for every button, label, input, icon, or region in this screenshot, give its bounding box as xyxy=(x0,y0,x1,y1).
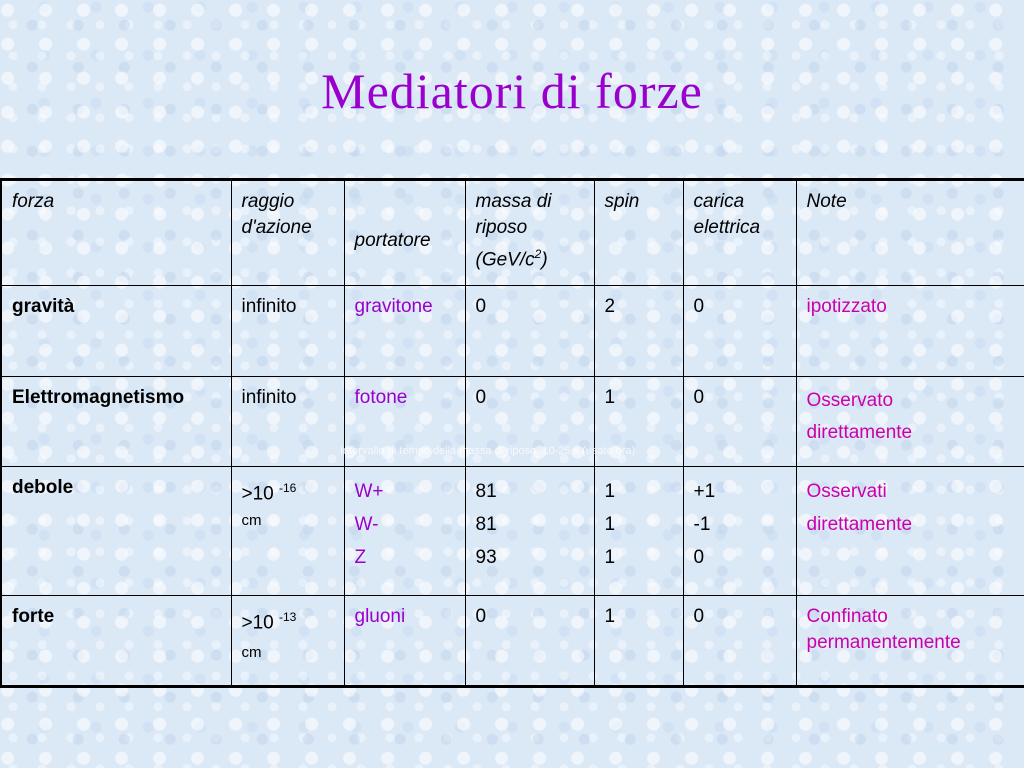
header-massa-text: massa di riposo (GeV/c xyxy=(475,191,552,271)
carrier-line: W+ xyxy=(354,481,384,502)
note-line: Osservati xyxy=(806,481,887,502)
header-massa-close: ) xyxy=(541,249,548,271)
spin-value: 1 xyxy=(594,596,683,687)
charge-value: 0 xyxy=(683,596,796,687)
spin-line: 1 xyxy=(604,547,616,568)
range-base: >10 xyxy=(241,483,280,505)
range-value: infinito xyxy=(231,286,344,377)
mass-value xyxy=(465,467,594,596)
note-line: direttamente xyxy=(806,422,913,443)
force-name: debole xyxy=(1,467,231,596)
header-portatore: portatore xyxy=(344,180,465,286)
charge-line: -1 xyxy=(693,514,711,535)
header-massa-exponent: 2 xyxy=(534,247,542,261)
force-name: forte xyxy=(1,596,231,687)
note xyxy=(796,377,1024,467)
mass-line: 93 xyxy=(475,547,497,568)
header-massa xyxy=(465,180,594,286)
range-value xyxy=(231,596,344,687)
mass-value: 0 xyxy=(465,377,594,467)
spin-line: 1 xyxy=(604,514,616,535)
range-value: infinito xyxy=(231,377,344,467)
range-exponent: -16 xyxy=(279,481,297,495)
header-carica: carica elettrica xyxy=(683,180,796,286)
spin-value: 2 xyxy=(594,286,683,377)
spin-value: 1 xyxy=(594,377,683,467)
carrier: gluoni xyxy=(344,596,465,687)
carrier: fotone xyxy=(344,377,465,467)
carrier: gravitone xyxy=(344,286,465,377)
slide-title: Mediatori di forze xyxy=(321,63,703,119)
range-exponent: -13 xyxy=(279,610,297,624)
forces-table xyxy=(0,178,1024,688)
force-name: Elettromagnetismo xyxy=(1,377,231,467)
range-base: >10 xyxy=(241,612,280,634)
table-row xyxy=(1,467,1024,596)
header-raggio: raggio d'azione xyxy=(231,180,344,286)
range-unit: cm xyxy=(241,644,262,662)
table-row xyxy=(1,596,1024,687)
carrier-line: W- xyxy=(354,514,379,535)
note-line: Osservato xyxy=(806,390,894,411)
charge-value: 0 xyxy=(683,286,796,377)
note-line: direttamente xyxy=(806,514,913,535)
carrier xyxy=(344,467,465,596)
charge-value xyxy=(683,467,796,596)
carrier-line: Z xyxy=(354,547,367,568)
mass-value: 0 xyxy=(465,286,594,377)
range-unit: cm xyxy=(241,512,262,530)
table-header-row xyxy=(1,180,1024,286)
mass-value: 0 xyxy=(465,596,594,687)
note: ipotizzato xyxy=(796,286,1024,377)
charge-line: 0 xyxy=(693,547,705,568)
spin-value xyxy=(594,467,683,596)
note xyxy=(796,467,1024,596)
mass-line: 81 xyxy=(475,514,497,535)
spin-line: 1 xyxy=(604,481,616,502)
header-note: Note xyxy=(796,180,1024,286)
range-value xyxy=(231,467,344,596)
note: Confinato permanentemente xyxy=(796,596,1024,687)
mass-line: 81 xyxy=(475,481,497,502)
force-name: gravità xyxy=(1,286,231,377)
charge-value: 0 xyxy=(683,377,796,467)
header-spin: spin xyxy=(594,180,683,286)
charge-line: +1 xyxy=(693,481,716,502)
header-forza: forza xyxy=(1,180,231,286)
table-row xyxy=(1,286,1024,377)
faint-overlay-text: Intervallo di tempo della massa di riposo: 10-25 s (usate ora) xyxy=(340,445,636,457)
